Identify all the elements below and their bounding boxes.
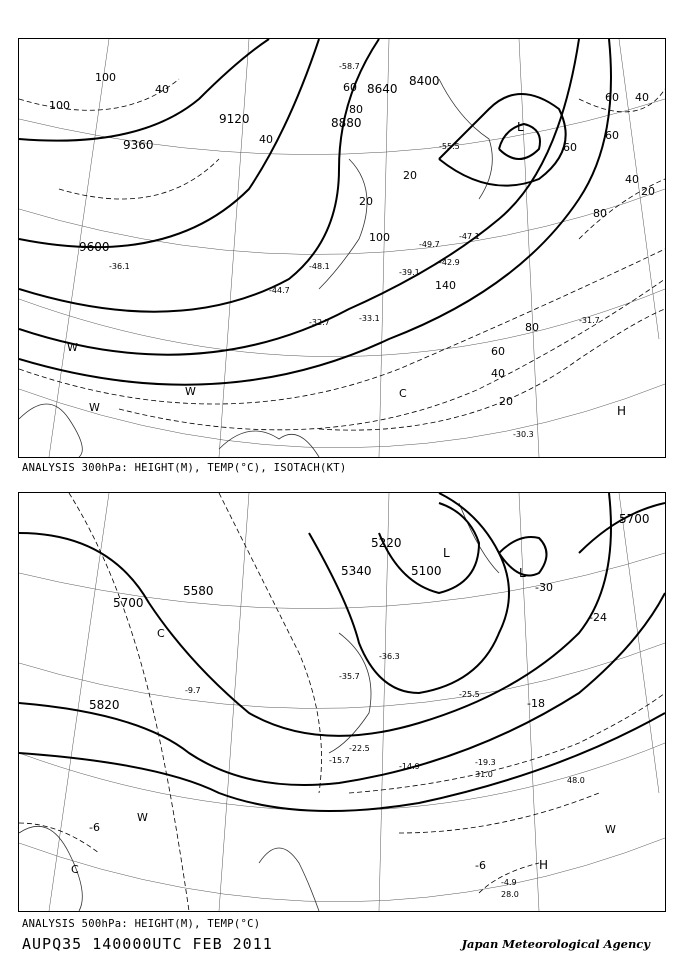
warm-letter: W [605,823,616,836]
isotach-label: 100 [49,99,70,112]
latlon-grid [19,39,665,457]
isotach-label: 100 [369,231,390,244]
station-value: -58.7 [339,62,360,71]
isotach-label: 140 [435,279,456,292]
isotach-label: 40 [259,133,273,146]
low-center: L [519,566,526,580]
station-value: -42.9 [439,258,460,267]
height-label: 5220 [371,536,402,550]
station-value: -49.7 [419,240,440,249]
high-center: H [617,404,627,418]
chart-500hpa [18,492,666,912]
cold-letter: C [71,863,79,876]
isotach-label: 60 [605,129,619,142]
map-300hpa [19,39,665,457]
map-500hpa [19,493,665,911]
station-value: -30.3 [513,430,534,439]
height-label: 5700 [113,596,144,610]
isotach-label: 60 [343,81,357,94]
station-value: -32.7 [309,318,330,327]
temp-contour-label: -24 [589,611,607,624]
low-center: L [517,120,524,134]
chart-300hpa [18,38,666,458]
pressure-centers [517,120,626,418]
isotach-label: 40 [491,367,505,380]
isotach-label: 20 [641,185,655,198]
warm-letter: W [67,341,78,354]
station-value: -25.5 [459,690,480,699]
station-value: -39.1 [399,268,420,277]
chart-code: AUPQ35 140000UTC FEB 2011 [22,935,273,953]
caption-300hpa: ANALYSIS 300hPa: HEIGHT(M), TEMP(°C), ISOTACH(KT) [22,462,347,474]
station-value: -9.7 [185,686,201,695]
height-label: 5100 [411,564,442,578]
height-label: 9600 [79,240,110,254]
temp-contour-label: -6 [89,821,100,834]
isotach-label: 40 [625,173,639,186]
cold-letter: C [399,387,407,400]
isotach-label: 40 [155,83,169,96]
isotach-label: 80 [349,103,363,116]
temp-contour-label: -6 [475,859,486,872]
height-labels [79,74,440,254]
isotach-label: 60 [605,91,619,104]
isotach-label: 60 [491,345,505,358]
station-value: -55.5 [439,142,460,151]
station-value: -48.1 [309,262,330,271]
station-value: -36.3 [379,652,400,661]
station-value: 28.0 [501,890,519,899]
station-value: -36.1 [109,262,130,271]
height-label: 5820 [89,698,120,712]
height-label: 9120 [219,112,250,126]
temp-contour-label: -30 [535,581,553,594]
station-value: -47.1 [459,232,480,241]
height-label: 5340 [341,564,372,578]
isotach-label: 80 [525,321,539,334]
agency-name: Japan Meteorological Agency [461,937,650,951]
height-label: 8640 [367,82,398,96]
station-value: -19.3 [475,758,496,767]
height-contours [19,39,611,385]
warm-letter: W [137,811,148,824]
height-labels [89,512,650,712]
temp-contour-labels [89,581,607,872]
station-value: -15.7 [329,756,350,765]
caption-500hpa: ANALYSIS 500hPa: HEIGHT(M), TEMP(°C) [22,918,261,930]
isotach-label: 100 [95,71,116,84]
isotach-label: 60 [563,141,577,154]
station-value: -14.9 [399,762,420,771]
temp-letters [71,627,616,876]
station-value: -33.1 [359,314,380,323]
height-label: 5580 [183,584,214,598]
warm-letter: W [185,385,196,398]
cold-letter: C [157,627,165,640]
temp-contour-label: -18 [527,697,545,710]
low-center: L [443,546,450,560]
isotach-label: 20 [499,395,513,408]
isotach-label: 20 [359,195,373,208]
station-value: -44.7 [269,286,290,295]
station-value: 31.0 [475,770,493,779]
isotach-label: 20 [403,169,417,182]
station-value: 48.0 [567,776,585,785]
height-label: 8400 [409,74,440,88]
height-label: 5700 [619,512,650,526]
isotach-label: 80 [593,207,607,220]
isotach-label: 40 [635,91,649,104]
station-value: -22.5 [349,744,370,753]
station-value: -4.9 [501,878,517,887]
high-center: H [539,858,549,872]
height-label: 9360 [123,138,154,152]
station-value: -35.7 [339,672,360,681]
station-values [185,652,585,899]
height-label: 8880 [331,116,362,130]
station-value: -31.7 [579,316,600,325]
warm-letter: W [89,401,100,414]
